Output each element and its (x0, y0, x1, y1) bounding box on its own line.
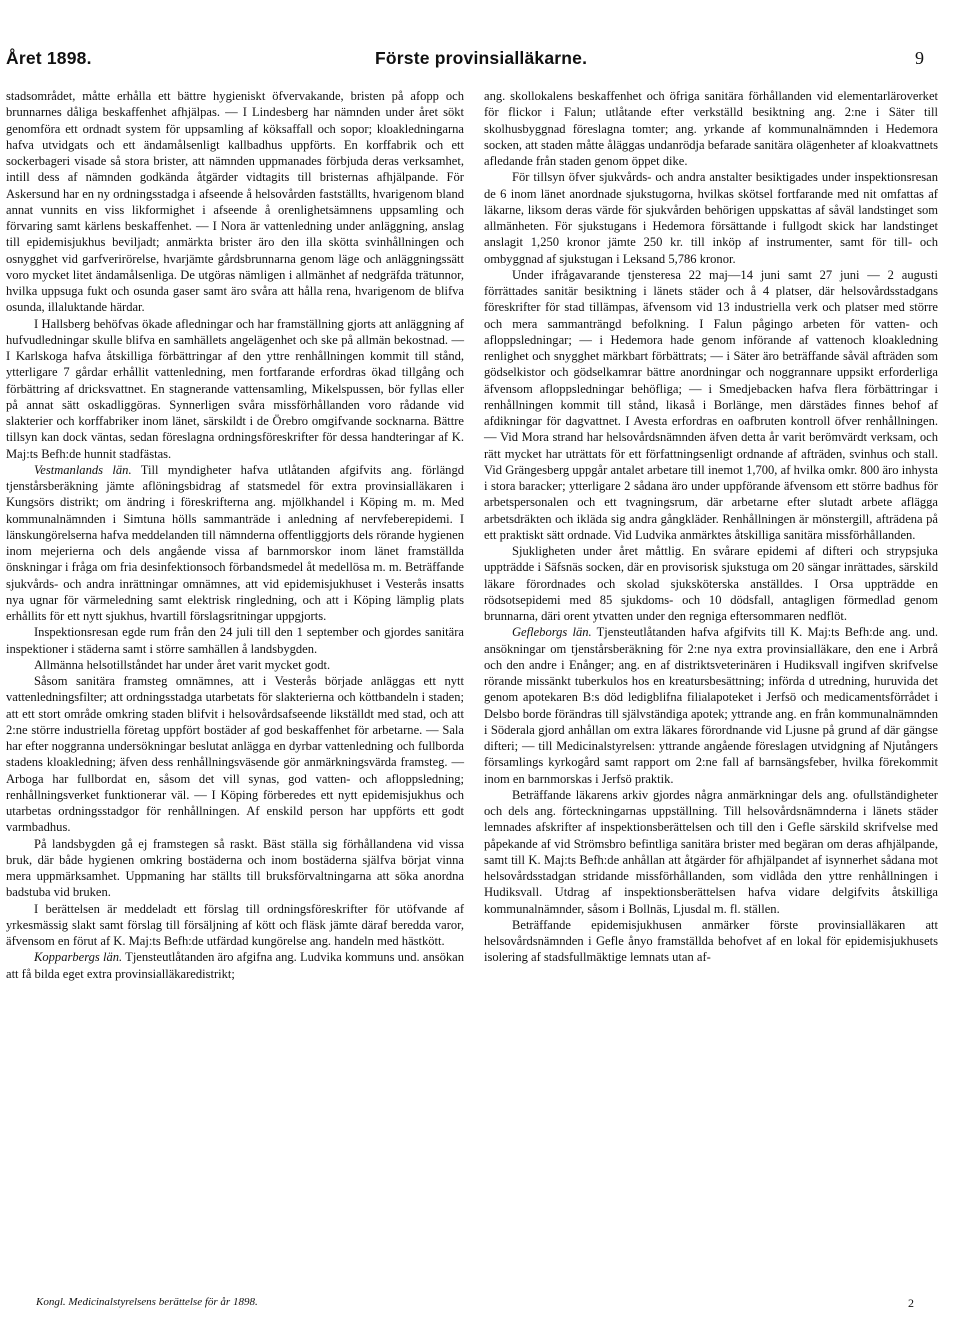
signature-mark: 2 (908, 1296, 914, 1310)
running-head-title: Förste provinsialläkarne. (375, 48, 588, 68)
section-heading-kopparberg: Kopparbergs län. (34, 950, 123, 965)
paragraph: Under ifrågavarande tjensteresa 22 maj—14 juni samt 27 juni — 2 augusti förrättades sanitär besiktning i länets städer och å 4 platser, där helsovårdsstadgans föreskrifter för stad tillämpas, äfvensom vid 13 industriella verk och platser med större och mera sammanträngd befolkning. I Falun pågingo arbeten för vatten- och afloppsledningar; — i Hedemora hade genom införande af vattenoch kloakledning renlighet och snygghet märkbart förbättrats; — i Säter äro beträffande såväl afträden som gödselkistor och gödselkamrar bättre anordningar och noggrannare uppsikt erforderliga äfvensom afloppsledningar behöfliga; — i Smedjebacken hafva flera förbättringar i renhållningen kommit till stånd, likaså i Borlänge, men därstädes finnes behof af afdikningar för dagvattnet. I Avesta erfordras en oafbruten kontroll öfver renhållningen. — Vid Mora strand har helsovårdsnämnden äfven detta år varit berömvärdt verksam, och rätt mycket har uträttats för ett författningsenligt ordnande af afträden, svinhus och stall. Vid Grängesberg uppgår antalet arbetare till inemot 1,700, af hvilka omkr. 800 äro inhysta i stora baracker; ytterligare 2 sådana äro under uppförande äfvensom ett större badhus för arbetspersonalen och ett tvagningsrum, där arbetarne efter slutadt arbete aflägga arbetsdräkten och ikläda sig andra gångkläder. Renhållningen är mönstergill, afträdena på ett praktiskt sätt ordnade. Vid Ludvika anmärktes åtskilliga sanitära missförhållanden. (484, 267, 938, 542)
left-column (6, 88, 464, 982)
page-number: 9 (915, 48, 924, 68)
paragraph (6, 462, 464, 625)
section-heading-vestmanland: Vestmanlands län. (34, 462, 132, 477)
paragraph-text: Till myndigheter hafva utlåtanden afgifvits ang. förlängd tjenstårsberäkning jämte aflöningsbidrag af statsmedel för extra provinsialläkaren i Kungsörs distrikt; om ändring i föreskrifterna ang. mjölkhandel i Köping m. m. Med kommunalnämnden i Simtuna hölls sammanträde i anledning af nervfeberepidemi. I länskungörelserna hafva meddelanden till nämnderna offentliggjorts dels rörande hygienen inom mejerierna och dels angående vissa af barnmorskor inom länet framställda önskningar i fråga om fria desinfektionsoch förbandsmedel åt medellösa m. m. Beträffande sjukvårds- och andra inrättningar omnämnes, att vid epidemisjukhuset i Vesterås insatts nya ugnar för värmeledning samt elektrisk ringledning, och att i Köping lämplig plats erhållits för ett nytt sjukhus, hvartill förslagsritningar uppgjorts. (6, 462, 464, 623)
paragraph (484, 624, 938, 787)
paragraph: Allmänna helsotillståndet har under året varit mycket godt. (34, 657, 331, 672)
paragraph-text: Tjensteutlåtanden äro afgifna ang. Ludvika kommuns und. ansökan att få bilda eget extra provinsialläkaredistrikt; (6, 950, 465, 981)
running-head-year: Året 1898. (6, 48, 92, 68)
footer-source: Kongl. Medicinalstyrelsens berättelse för år 1898. (36, 1296, 258, 1308)
paragraph: stadsområdet, måtte erhålla ett bättre hygieniskt öfvervakande, bristen på afopp och brunnarnes dåliga beskaffenhet afhjälpas. — I Lindesberg har nämnden under året sökt genomföra ett ordnadt system för uppsamling af köksaffall och sopor; kloakledningarna hafva utvidgats och ett ändamålsenligt kallbadhus uppförts. En korffabrik och ett sockerbageri visade så stora brister, att nämnden uppmanades förbjuda deras verksamhet, intill dess af nämnden godkända åtgärder vidtagits till bristernas afhjälpande. För Askersund har en ny ordningsstadga i afseende å helsovården fastställts, hvarigenom bland annat vunnits en viss likformighet i afseende å orenlighetsämnens uppsamling och förvaring samt kärlens beskaffenhet. — I Nora är vattenledning under anläggning, anslag till epidemisjukhus beviljadt; anmärkta brister äro den illa skötta svinhållningen och osnygghet vid garfverirörelse, hvarjämte gårdsbrunnarna genom läge och anläggningssätt voro mycket litet ändamålsenliga. De utgöras nämligen i allmänhet af nedgräfda trätunnor, hvilka uppsuga fukt och osunda gaser samt äro svåra att hålla rena, hvarigenom de blifva osunda, illaluktande härdar. (6, 89, 464, 315)
page-footer (0, 1296, 960, 1316)
paragraph (6, 949, 464, 982)
paragraph-text: Tjensteutlåtanden hafva afgifvits till K. Maj:ts Befh:de ang. und. ansökningar om tjenstårsberäkning för 2:ne nya extra provinsialläkare, den ene i Arbrå och den andre i Enånger; ang. en af distriktsveterinären i Hudiksvall ingifven skrifvelse rörande missänkt tuberkulos hos en kreatursbesättning; införda d utredning, huruvida det genom apotekaren B:s död ledigblifna filialapoteket i Jerfsö och medicamentsförrådet i Delsbo borde förändras till självständiga apotek; yttrande ang. en från kommunalnämnden i Söderala gjord anhållan om extra läkares förordnande vid Ljusne på grund af där gängse difteri; — till Medicinalstyrelsen: yttrande angående föreslagen utvidgning af Njutångers församlings kyrkogård samt rapport om 2:ne fall af barnsängsfeber, hvilka förekommit inom en barnmorskas i Jerfsö praktik. (484, 625, 938, 786)
paragraph: På landsbygden gå ej framstegen så raskt. Bäst ställa sig förhållandena vid vissa bruk, där både hygienen omkring bostäderna och inom bostäderna själfva börjat vinna mera uppmärksamhet. Uppmaning har ställts till bruksförvaltningarna att söka anordna badstuba vid bruken. (6, 836, 464, 900)
paragraph: Beträffande läkarens arkiv gjordes några anmärkningar dels ang. ofullständigheter och dels ang. förteckningarnas uppställning. Till helsovårdsnämnderna i länets städer lemnades afskrifter af inspektionsberättelsen och till den i Gefle särskild skrifvelse med påpekande af vid Strömsbro befintliga sanitära brister med begäran om deras afhjälpande, samt till K. Maj:ts Befh:de anhållan att åtgärder för afhjälpandet af isynnerhet sådana mot helsovårdsstadgan stridande missförhållanden, som vidlåda den yttre renhållningen i Hudiksvall. Utdrag af inspektionsberättelsen hafva vidare delgifvits åtskilliga kommunalnämnder, såsom i Bollnäs, Ljusdal m. fl. ställen. (484, 787, 938, 916)
section-heading-gefleborg: Gefleborgs län. (512, 625, 592, 640)
paragraph: Inspektionsresan egde rum från den 24 juli till den 1 september och gjordes sanitära inspektioner i städerna samt i större samhällen å landsbygden. (6, 625, 464, 656)
paragraph: För tillsyn öfver sjukvårds- och andra anstalter besiktigades under inspektionsresan de 6 inom länet anordnade sjukstugorna, hvilkas skötsel fortfarande med nit omfattas af läkarne, liksom deras värde för sjukvården behörigen uppskattas af såväl landstinget som allmänheten. För sjukstugans i Hedemora försättande i fullgodt skick har landstinget anslagit 1,250 kronor jämte 250 kr. till inköp af instrumenter, samt för till- och ombyggnad af sjukstugan i Leksand 5,786 kronor. (484, 170, 938, 266)
paragraph: I berättelsen är meddeladt ett förslag till ordningsföreskrifter för utöfvande af yrkesmässig slakt samt förslag till försäljning af kött och fläsk jämte däraf beredda varor, äfvensom en förut af K. Maj:ts Befh:de utfärdad kungörelse ang. handeln med hästkött. (6, 901, 464, 948)
paragraph: Såsom sanitära framsteg omnämnes, att i Vesterås började anläggas ett nytt vattenledningsfilter; att ordningsstadga utarbetats för slakterierna och köttbandeln i staden; att ett stort område omkring staden blifvit i helsovårdsafseende likställdt med stad, och att 2:ne större industriella företag uppfört bostäder af god beskaffenhet för arbetarne. — Sala har efter noggranna undersökningar beslutat anlägga en dyrbar vattenledning och fullborda stadens kloakledning; äfven dess renhållningsväsende gör anmärkningsvärda framsteg. — Arboga har fullbordat en, såsom det vill synas, god vatten- och afloppsledning; renhållningsverket funktionerar väl. — I Köping förberedes ett nytt epidemisjukhus och utarbetas ordningsstadgor för renhållningen. Af enskild person har uppförts ett godt varmbadhus. (6, 674, 464, 835)
paragraph: ang. skollokalens beskaffenhet och öfriga sanitära förhållanden vid elementarläroverket för flickor i Falun; utlåtande efter verkställd besiktning ang. 2:ne i Säter till skolhusbyggnad föreslagna tomter; ang. yrkande af kommunalnämnden i Hedemora socken, att staden måtte åläggas undanrödja befarade sanitära olägenheter af kloakvattnets afledande från staden genom öppet dike. (484, 89, 938, 168)
paragraph: Beträffande epidemisjukhusen anmärker förste provinsialläkaren att helsovårdsnämnden i Gefle ånyo framställda behofvet af en lokal för epidemisjukhusets isolering af stadsfullmäktige lemnats utan af- (484, 917, 938, 965)
paragraph: Sjukligheten under året måttlig. En svårare epidemi af difteri och strypsjuka uppträdde i Säfsnäs socken, där en provisorisk sjukstuga om 20 sängar inrättades, särskild läkare förordnades och skolad sjuksköterska anställdes. I Orsa uppträdde en rödsotsepidemi med 85 sjukdoms- och 10 dödsfall, antagligen förmedlad genom brunnarna, däri orent ytvatten under den regniga eftersommaren nedflöt. (484, 544, 938, 623)
right-column (484, 88, 938, 966)
paragraph: I Hallsberg behöfvas ökade afledningar och har framställning gjorts att anläggning af hufvudledningar skulle blifva en samhällets angelägenhet och ske på allmän bekostnad. — I Karlskoga hafva åtskilliga förbättringar af den yttre renhållningen kommit till stånd, ytterligare 7 gårdar erhållit vattenledning, men fortfarande erfordras ökad tillgång och förbättring af dricksvattnet. En stagnerande vattensamling, Mikelspussen, bör fyllas eller på annat sätt oskadliggöras. Synnerligen svåra missförhållanden voro rådande vid slakterier och korffabriker inom länet, särskildt i de Örebro omgifvande socknarna. Bättre tillsyn kan dock väntas, sedan föreslagna ordningsföreskrifter för dessa handteringar af K. Maj:ts Befh:de hunnit stadfästas. (6, 316, 464, 461)
page-header (0, 48, 960, 76)
